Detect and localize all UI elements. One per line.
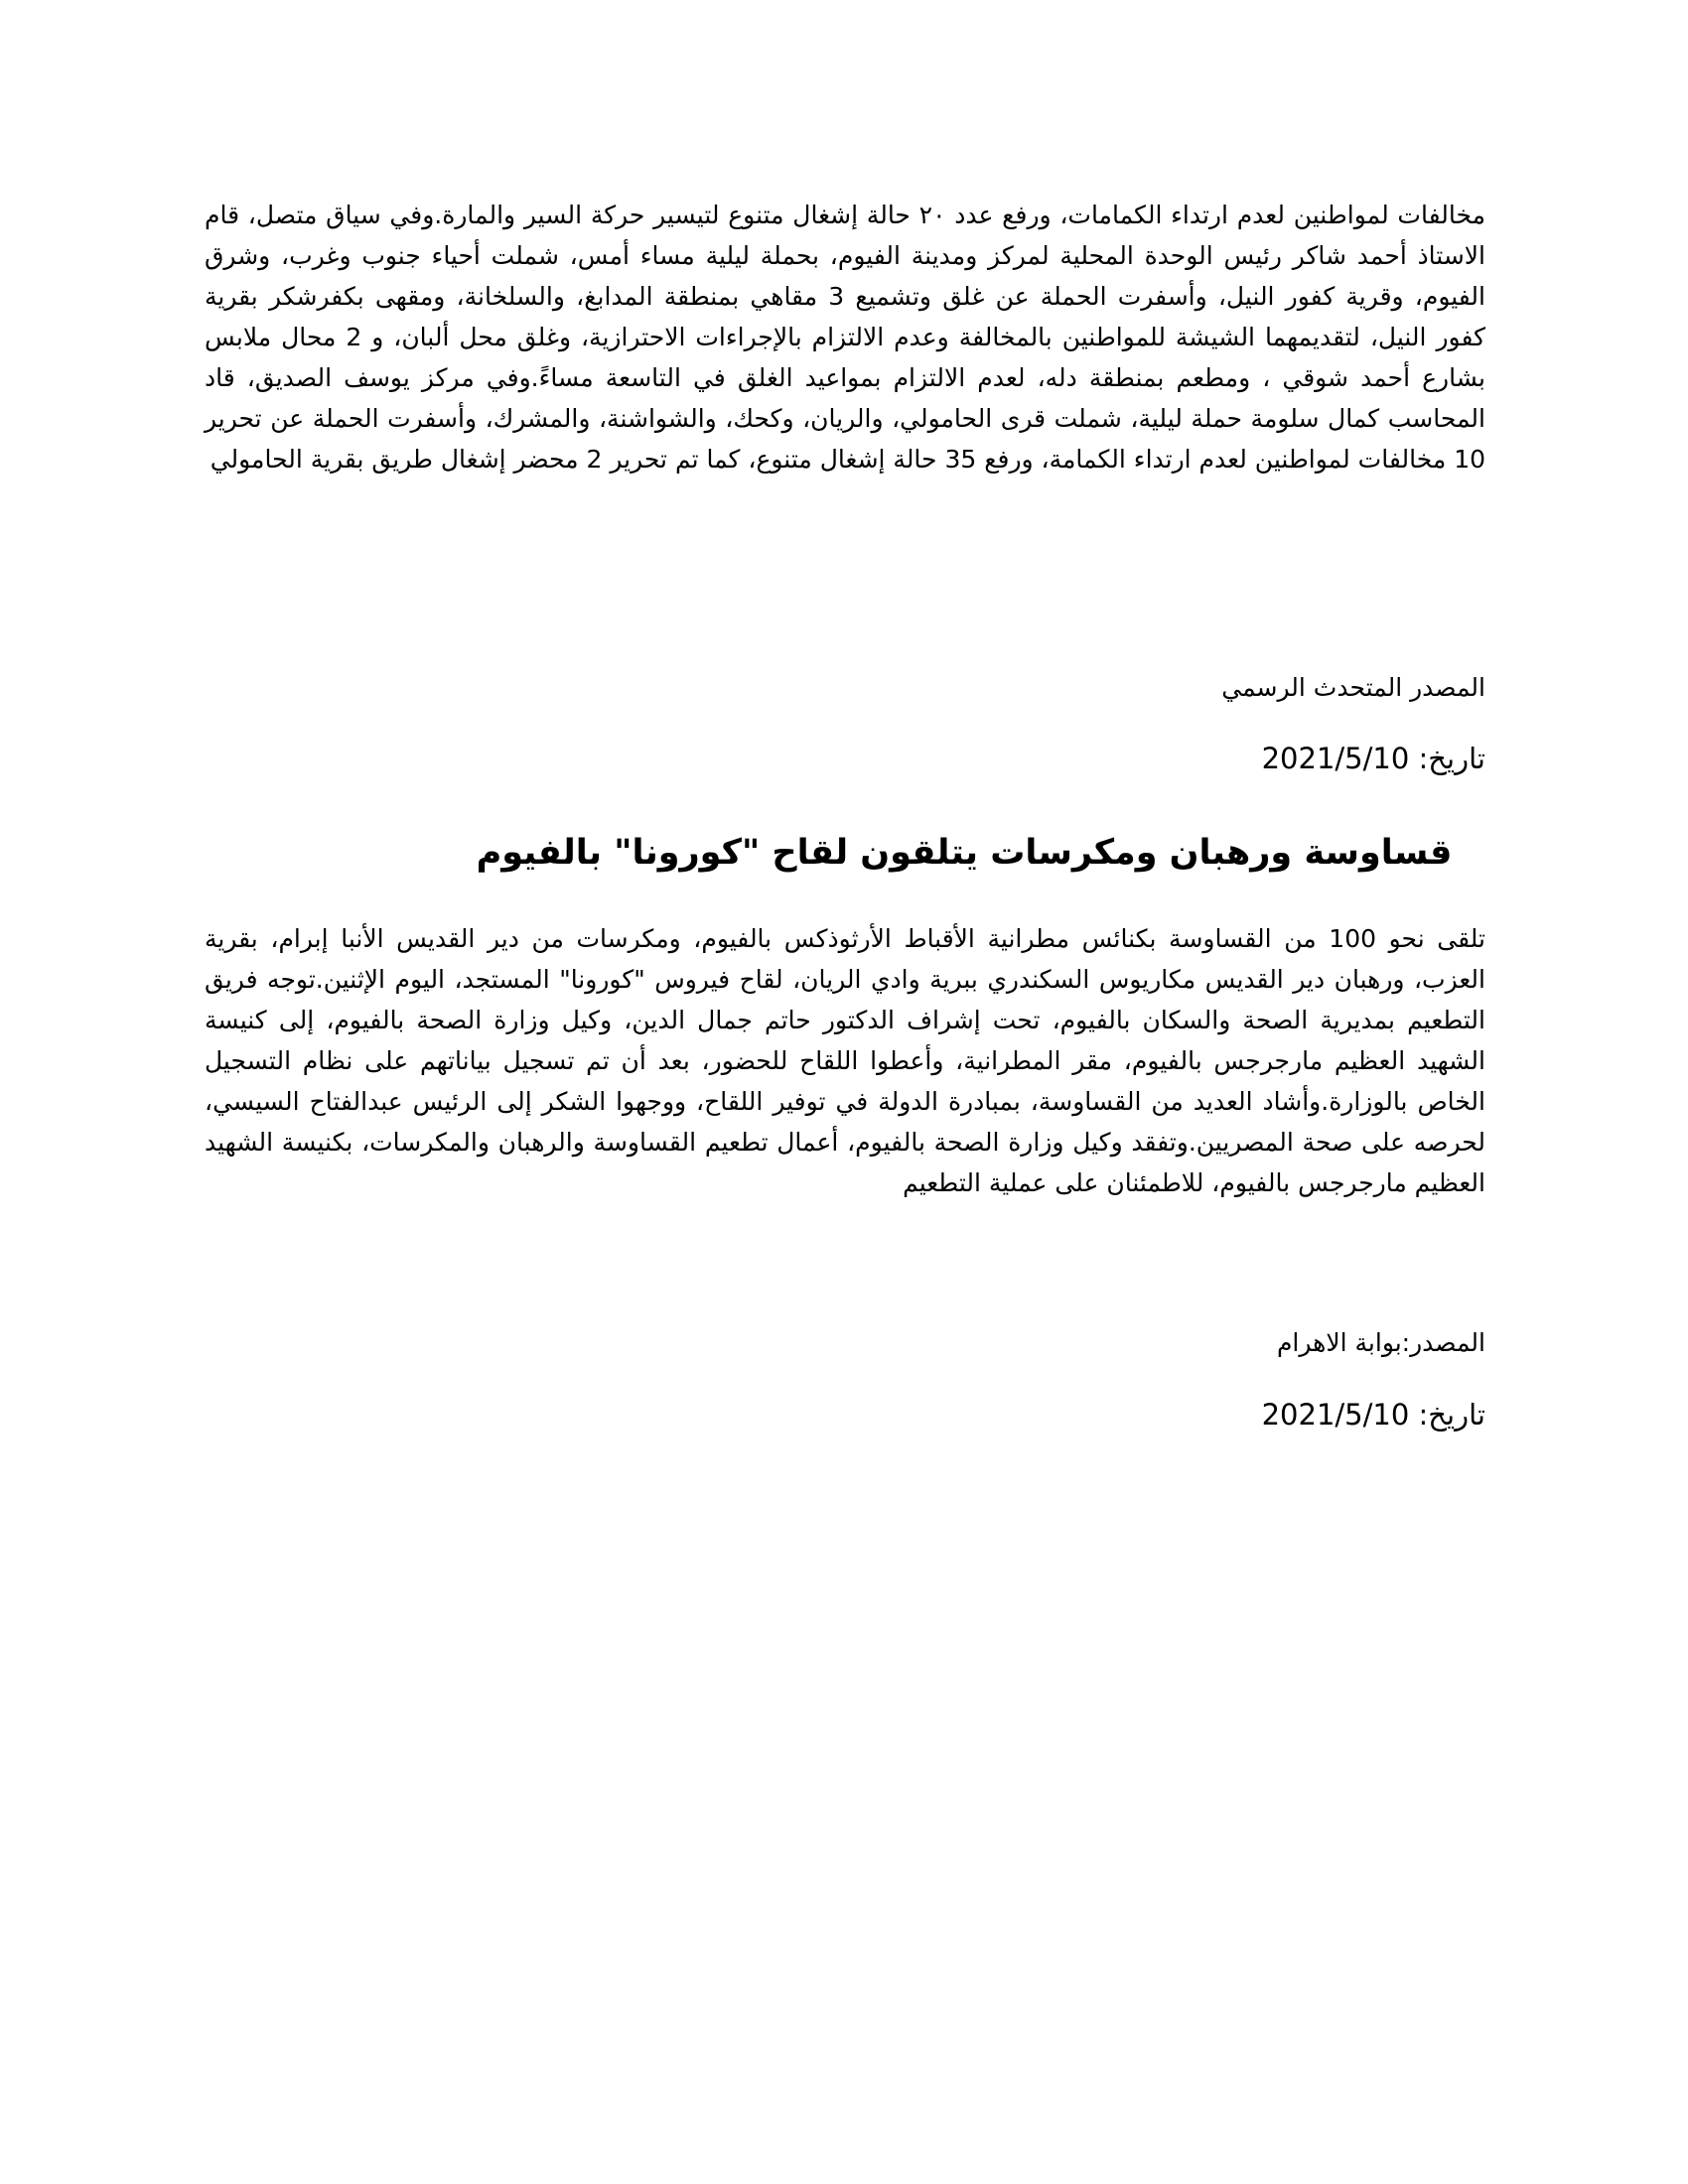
article-headline: قساوسة ورهبان ومكرسات يتلقون لقاح "كورونا" بالفيوم [476, 833, 1453, 873]
article-body-paragraph: تلقى نحو 100 من القساوسة بكنائس مطرانية الأقباط الأرثوذكس بالفيوم، ومكرسات من دير القديس الأنبا إبرام، بقرية العزب، ورهبان دير القديس مكاريوس السكندري ببرية وادي الريان، لقاح فيروس "كورونا" المستجد، اليوم الإثنين.توجه فريق التطعيم بمديرية الصحة والسكان بالفيوم، تحت إشراف الدكتور حاتم جمال الدين، وكيل وزارة الصحة بالفيوم، إلى كنيسة الشهيد العظيم مارجرجس بالفيوم، مقر المطرانية، وأعطوا اللقاح للحضور، بعد أن تم تسجيل بياناتهم على نظام التسجيل الخاص بالوزارة.وأشاد العديد من القساوسة، بمبادرة الدولة في توفير اللقاح، ووجهوا الشكر إلى الرئيس عبدالفتاح السيسي، لحرصه على صحة المصريين.وتفقد وكيل وزارة الصحة بالفيوم، أعمال تطعيم القساوسة والرهبان والمكرسات، بكنيسة الشهيد العظيم مارجرجس بالفيوم، للاطمئنان على عملية التطعيم [205, 924, 1485, 1197]
article-source: المصدر المتحدث الرسمي [1221, 673, 1485, 702]
article-date: تاريخ: 2021/5/10 [1261, 742, 1485, 775]
article-date: تاريخ: 2021/5/10 [1261, 1398, 1485, 1432]
article-source: المصدر:بوابة الاهرام [1276, 1328, 1485, 1357]
article-body-paragraph: مخالفات لمواطنين لعدم ارتداء الكمامات، ورفع عدد ٢٠ حالة إشغال متنوع لتيسير حركة السير والمارة.وفي سياق متصل، قام الاستاذ أحمد شاكر رئيس الوحدة المحلية لمركز ومدينة الفيوم، بحملة ليلية مساء أمس، شملت أحياء جنوب وغرب، وشرق الفيوم، وقرية كفور النيل، وأسفرت الحملة عن غلق وتشميع 3 مقاهي بمنطقة المدابغ، والسلخانة، ومقهى بكفرشكر بقرية كفور النيل، لتقديمهما الشيشة للمواطنين بالمخالفة وعدم الالتزام بالإجراءات الاحترازية، وغلق محل ألبان، و 2 محال ملابس بشارع أحمد شوقي ، ومطعم بمنطقة دله، لعدم الالتزام بمواعيد الغلق في التاسعة مساءً.وفي مركز يوسف الصديق، قاد المحاسب كمال سلومة حملة ليلية، شملت قرى الحامولي، والريان، وكحك، والشواشنة، والمشرك، وأسفرت الحملة عن تحرير 10 مخالفات لمواطنين لعدم ارتداء الكمامة، ورفع 35 حالة إشغال متنوع، كما تم تحرير 2 محضر إشغال طريق بقرية الحامولي [205, 201, 1485, 474]
